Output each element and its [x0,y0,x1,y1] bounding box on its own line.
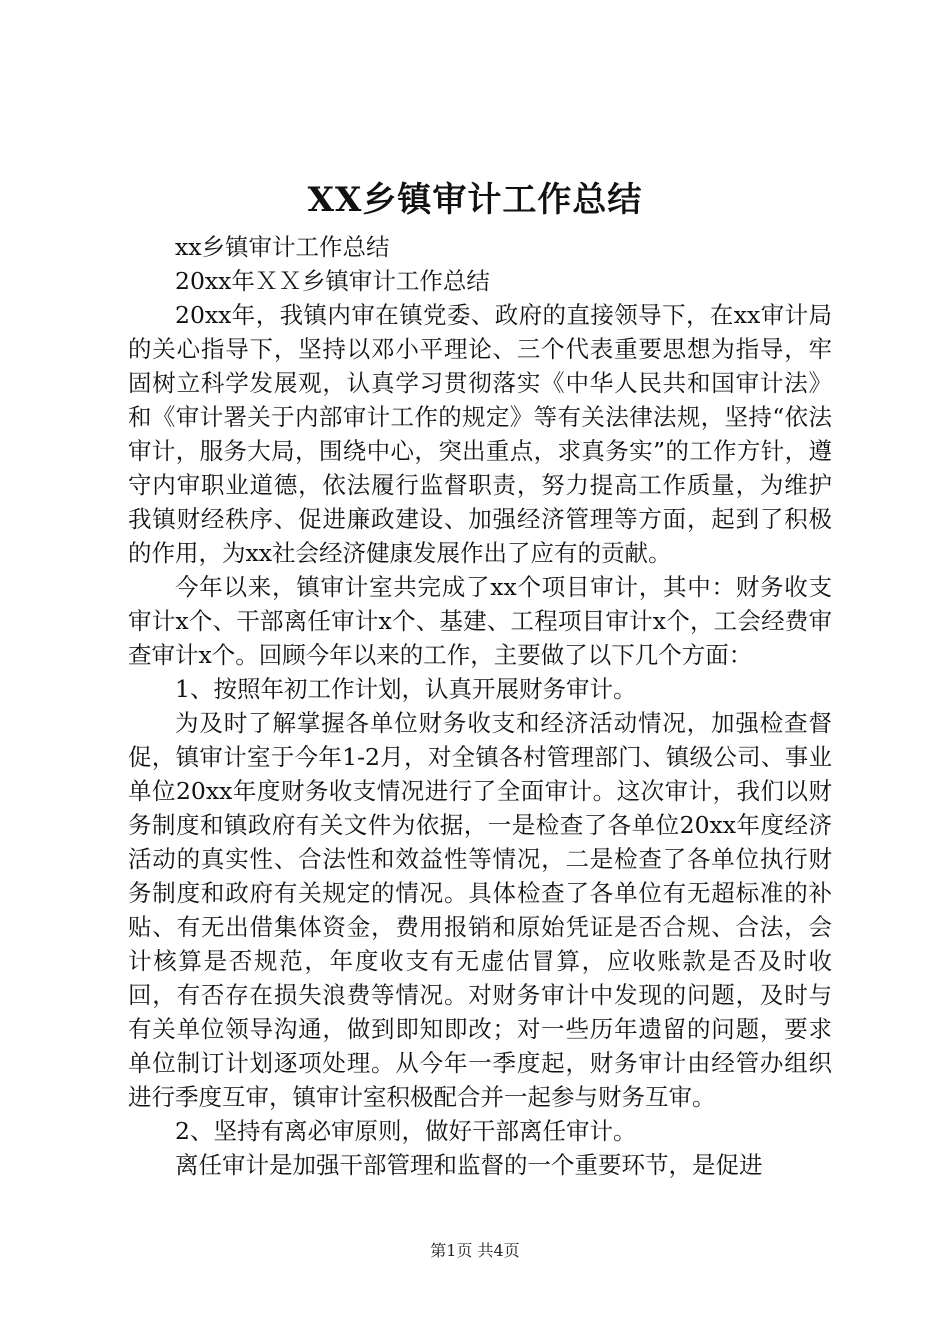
section-heading-financial-audit: 1、按照年初工作计划，认真开展财务审计。 [175,675,637,703]
paragraph-departure-audit: 离任审计是加强干部管理和监督的一个重要环节，是促进 [175,1151,763,1179]
paragraph-overview: 今年以来，镇审计室共完成了xx个项目审计，其中：财务收支审计x个、干部离任审计x个、基建、工程项目审计x个，工会经费审查审计x个。回顾今年以来的工作，主要做了以下几个方面： [128,573,832,669]
section-heading-departure-audit: 2、坚持有离必审原则，做好干部离任审计。 [175,1117,637,1145]
paragraph-financial-audit: 为及时了解掌握各单位财务收支和经济活动情况，加强检查督促，镇审计室于今年1-2月，对全镇各村管理部门、镇级公司、事业单位20xx年度财务收支情况进行了全面审计。这次审计，我们以财务制度和镇政府有关文件为依据，一是检查了各单位20xx年度经济活动的真实性、合法性和效益性等情况，二是检查了各单位执行财务制度和政府有关规定的情况。具体检查了各单位有无超标准的补贴、有无出借集体资金，费用报销和原始凭证是否合规、合法，会计核算是否规范，年度收支有无虚估冒算，应收账款是否及时收回，有否存在损失浪费等情况。对财务审计中发现的问题，及时与有关单位领导沟通，做到即知即改；对一些历年遗留的问题，要求单位制订计划逐项处理。从今年一季度起，财务审计由经管办组织进行季度互审，镇审计室积极配合并一起参与财务互审。 [128,709,832,1111]
document-title: XX乡镇审计工作总结 [307,180,643,220]
paragraph-heading: 20xx年ＸＸ乡镇审计工作总结 [175,267,490,295]
document-body [128,230,832,1182]
paragraph-intro: 20xx年，我镇内审在镇党委、政府的直接领导下，在xx审计局的关心指导下，坚持以邓小平理论、三个代表重要思想为指导，牢固树立科学发展观，认真学习贯彻落实《中华人民共和国审计法》和《审计署关于内部审计工作的规定》等有关法律法规，坚持“依法审计，服务大局，围绕中心，突出重点，求真务实”的工作方针，遵守内审职业道德，依法履行监督职责，努力提高工作质量，为维护我镇财经秩序、促进廉政建设、加强经济管理等方面，起到了积极的作用，为xx社会经济健康发展作出了应有的贡献。 [128,301,832,567]
page-number-footer: 第1页 共4页 [430,1241,520,1260]
paragraph-subtitle: xx乡镇审计工作总结 [175,233,390,261]
